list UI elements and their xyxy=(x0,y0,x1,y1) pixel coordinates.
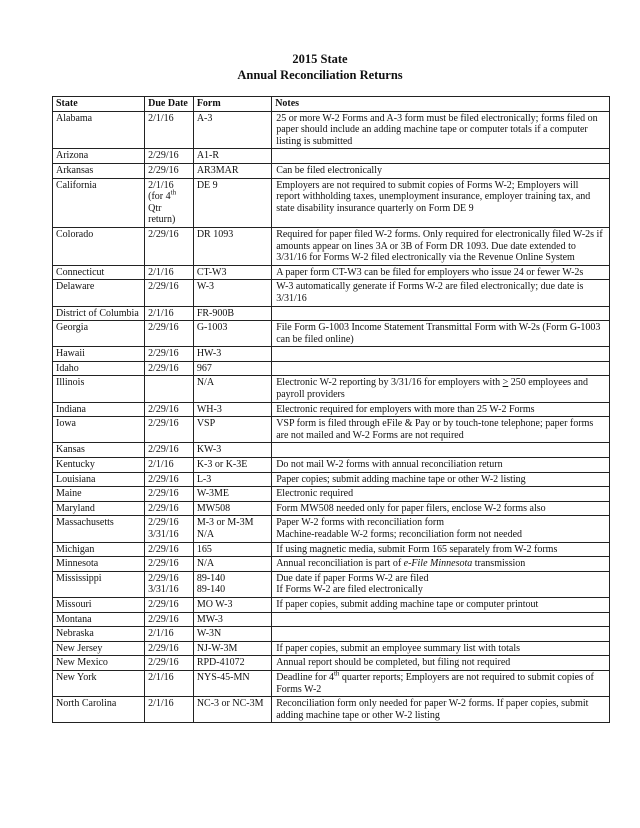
table-row xyxy=(53,178,610,227)
due-date-cell: 2/29/16 xyxy=(145,612,194,627)
due-date-cell: 2/29/16 xyxy=(145,227,194,265)
state-cell: Maryland xyxy=(53,501,145,516)
form-cell: 165 xyxy=(193,542,271,557)
notes-text: transmission xyxy=(472,558,526,570)
state-cell: Massachusetts xyxy=(53,516,145,542)
state-cell: Alabama xyxy=(53,111,145,149)
notes-cell xyxy=(272,627,610,642)
due-date-cell xyxy=(145,178,194,227)
table-row xyxy=(53,487,610,502)
form-cell: FR-900B xyxy=(193,306,271,321)
notes-line: If Forms W-2 are filed electronically xyxy=(276,584,423,596)
state-cell: Arkansas xyxy=(53,163,145,178)
notes-cell xyxy=(272,361,610,376)
form-cell: G-1003 xyxy=(193,321,271,347)
table-row xyxy=(53,612,610,627)
form-cell: AR3MAR xyxy=(193,163,271,178)
form-cell: W-3N xyxy=(193,627,271,642)
notes-cell: Annual report should be completed, but filing not required xyxy=(272,656,610,671)
table-row xyxy=(53,361,610,376)
notes-cell: Electronic required for employers with more than 25 W-2 Forms xyxy=(272,402,610,417)
notes-cell: Electronic required xyxy=(272,487,610,502)
notes-cell: Do not mail W-2 forms with annual reconciliation return xyxy=(272,458,610,473)
form-cell: HW-3 xyxy=(193,347,271,362)
table-row xyxy=(53,227,610,265)
due-date-cell: 2/29/16 xyxy=(145,641,194,656)
due-date-cell: 2/29/16 xyxy=(145,501,194,516)
form-cell: MO W-3 xyxy=(193,597,271,612)
due-date-cell: 2/29/16 xyxy=(145,542,194,557)
state-cell: Kentucky xyxy=(53,458,145,473)
notes-cell: Form MW508 needed only for paper filers, enclose W-2 forms also xyxy=(272,501,610,516)
state-cell: Delaware xyxy=(53,280,145,306)
notes-cell xyxy=(272,443,610,458)
form-cell xyxy=(193,516,271,542)
notes-cell: VSP form is filed through eFile & Pay or by touch-tone telephone; paper forms are not mailed and W-2 Forms are not required xyxy=(272,417,610,443)
state-cell: Kansas xyxy=(53,443,145,458)
notes-text: Annual reconciliation is part of xyxy=(276,558,404,570)
due-date-line: return) xyxy=(148,214,176,226)
due-date-cell: 2/29/16 xyxy=(145,163,194,178)
table-row xyxy=(53,571,610,597)
notes-cell: If paper copies, submit an employee summary list with totals xyxy=(272,641,610,656)
due-date-cell: 2/1/16 xyxy=(145,111,194,149)
due-date-cell xyxy=(145,516,194,542)
state-cell: Connecticut xyxy=(53,265,145,280)
state-cell: Georgia xyxy=(53,321,145,347)
form-cell: NJ-W-3M xyxy=(193,641,271,656)
form-cell: K-3 or K-3E xyxy=(193,458,271,473)
due-date-cell: 2/1/16 xyxy=(145,670,194,696)
state-cell: New Jersey xyxy=(53,641,145,656)
form-cell: MW508 xyxy=(193,501,271,516)
form-cell: CT-W3 xyxy=(193,265,271,280)
notes-cell: Reconciliation form only needed for paper W-2 forms. If paper copies, submit adding machine tape or other W-2 listing xyxy=(272,697,610,723)
table-row xyxy=(53,306,610,321)
greater-or-equal-symbol: > xyxy=(502,377,509,389)
notes-cell xyxy=(272,571,610,597)
state-cell: New York xyxy=(53,670,145,696)
table-row xyxy=(53,656,610,671)
notes-cell xyxy=(272,347,610,362)
document-title: 2015 State xyxy=(292,52,348,66)
efile-minnesota-name: e-File Minnesota xyxy=(403,558,473,570)
due-date-cell: 2/1/16 xyxy=(145,458,194,473)
table-row xyxy=(53,402,610,417)
form-cell: L-3 xyxy=(193,472,271,487)
notes-line: Due date if paper Forms W-2 are filed xyxy=(276,572,429,584)
due-date-cell: 2/29/16 xyxy=(145,347,194,362)
due-date-cell xyxy=(145,376,194,402)
notes-cell: If using magnetic media, submit Form 165 separately from W-2 forms xyxy=(272,542,610,557)
ordinal-suffix: th xyxy=(333,670,340,678)
table-row xyxy=(53,280,610,306)
due-date-cell: 2/29/16 xyxy=(145,402,194,417)
due-date-line: (for 4 xyxy=(148,191,171,203)
form-cell: N/A xyxy=(193,376,271,402)
form-cell: 967 xyxy=(193,361,271,376)
form-cell: KW-3 xyxy=(193,443,271,458)
document-subtitle: Annual Reconciliation Returns xyxy=(237,68,403,82)
column-header-due-date: Due Date xyxy=(145,97,194,112)
table-row xyxy=(53,321,610,347)
table-row xyxy=(53,472,610,487)
due-date-cell: 2/29/16 xyxy=(145,149,194,164)
notes-cell xyxy=(272,557,610,572)
due-date-line: Qtr xyxy=(148,202,162,214)
table-row xyxy=(53,597,610,612)
state-cell: Maine xyxy=(53,487,145,502)
form-cell: W-3 xyxy=(193,280,271,306)
table-row xyxy=(53,627,610,642)
due-date-cell: 2/29/16 xyxy=(145,557,194,572)
state-cell: Arizona xyxy=(53,149,145,164)
due-date-cell: 2/29/16 xyxy=(145,321,194,347)
due-date-line: 2/29/16 xyxy=(148,517,179,529)
reconciliation-table xyxy=(52,96,610,723)
due-date-cell: 2/29/16 xyxy=(145,361,194,376)
notes-cell xyxy=(272,149,610,164)
notes-cell: Can be filed electronically xyxy=(272,163,610,178)
state-cell: New Mexico xyxy=(53,656,145,671)
due-date-cell: 2/29/16 xyxy=(145,472,194,487)
form-cell: MW-3 xyxy=(193,612,271,627)
due-date-cell xyxy=(145,571,194,597)
table-row xyxy=(53,347,610,362)
notes-cell: W-3 automatically generate if Forms W-2 are filed electronically; due date is 3/31/16 xyxy=(272,280,610,306)
notes-cell: 25 or more W-2 Forms and A-3 form must be filed electronically; forms filed on paper should include an adding machine tape or computer totals if a computer listing is submitted xyxy=(272,111,610,149)
form-cell: NYS-45-MN xyxy=(193,670,271,696)
state-cell: North Carolina xyxy=(53,697,145,723)
due-date-cell: 2/29/16 xyxy=(145,417,194,443)
table-row xyxy=(53,265,610,280)
form-cell: WH-3 xyxy=(193,402,271,417)
notes-cell: If paper copies, submit adding machine tape or computer printout xyxy=(272,597,610,612)
notes-text: Deadline for 4 xyxy=(276,671,334,683)
form-cell: N/A xyxy=(193,557,271,572)
state-cell: Hawaii xyxy=(53,347,145,362)
due-date-line: 3/31/16 xyxy=(148,584,179,596)
table-row xyxy=(53,376,610,402)
due-date-cell: 2/29/16 xyxy=(145,280,194,306)
table-row xyxy=(53,670,610,696)
form-cell: DE 9 xyxy=(193,178,271,227)
state-cell: California xyxy=(53,178,145,227)
table-row xyxy=(53,163,610,178)
form-line: N/A xyxy=(196,529,215,540)
form-cell: A1-R xyxy=(193,149,271,164)
due-date-cell: 2/1/16 xyxy=(145,265,194,280)
due-date-line: 2/29/16 xyxy=(148,572,179,584)
notes-line: Paper W-2 forms with reconciliation form xyxy=(276,517,445,529)
state-cell: Idaho xyxy=(53,361,145,376)
notes-cell xyxy=(272,516,610,542)
notes-cell: File Form G-1003 Income Statement Transmittal Form with W-2s (Form G-1003 can be filed online) xyxy=(272,321,610,347)
table-row xyxy=(53,111,610,149)
due-date-cell: 2/1/16 xyxy=(145,306,194,321)
form-cell: A-3 xyxy=(193,111,271,149)
form-cell: DR 1093 xyxy=(193,227,271,265)
state-cell: Montana xyxy=(53,612,145,627)
form-cell: NC-3 or NC-3M xyxy=(193,697,271,723)
table-row xyxy=(53,149,610,164)
column-header-state: State xyxy=(53,97,145,112)
column-header-notes: Notes xyxy=(272,97,610,112)
state-cell: Nebraska xyxy=(53,627,145,642)
table-row xyxy=(53,641,610,656)
form-line: 89-140 xyxy=(196,584,226,596)
notes-cell: Required for paper filed W-2 forms. Only required for electronically filed W-2s if amounts appear on lines 3A or 3B of Form DR 1093. Due date extended to 3/31/16 for Forms W-2 filed electronically via the Revenue Online System xyxy=(272,227,610,265)
due-date-line: 3/31/16 xyxy=(148,529,179,540)
notes-cell xyxy=(272,306,610,321)
notes-text: Electronic W-2 reporting by 3/31/16 for employers with xyxy=(276,377,503,389)
form-cell: RPD-41072 xyxy=(193,656,271,671)
table-row xyxy=(53,501,610,516)
state-cell: Mississippi xyxy=(53,571,145,597)
form-line: 89-140 xyxy=(196,572,226,584)
notes-line: Machine-readable W-2 forms; reconciliation form not needed xyxy=(276,529,523,540)
ordinal-suffix: th xyxy=(170,188,177,197)
state-cell: Colorado xyxy=(53,227,145,265)
state-cell: District of Columbia xyxy=(53,306,145,321)
state-cell: Illinois xyxy=(53,376,145,402)
state-cell: Louisiana xyxy=(53,472,145,487)
column-header-form: Form xyxy=(193,97,271,112)
notes-cell xyxy=(272,612,610,627)
table-row xyxy=(53,443,610,458)
form-cell xyxy=(193,571,271,597)
notes-cell xyxy=(272,376,610,402)
table-header-row xyxy=(53,97,610,112)
due-date-cell: 2/29/16 xyxy=(145,656,194,671)
notes-cell: A paper form CT-W3 can be filed for employers who issue 24 or fewer W-2s xyxy=(272,265,610,280)
notes-text: 250 employees and payroll providers xyxy=(276,377,588,401)
due-date-cell: 2/1/16 xyxy=(145,697,194,723)
notes-cell xyxy=(272,670,610,696)
form-line: M-3 or M-3M xyxy=(196,517,254,529)
table-row xyxy=(53,542,610,557)
state-cell: Indiana xyxy=(53,402,145,417)
notes-cell: Employers are not required to submit copies of Forms W-2; Employers will report withholding taxes, unemployment insurance, employer training tax, and state disability insurance quarterly on Form DE 9 xyxy=(272,178,610,227)
notes-cell: Paper copies; submit adding machine tape or other W-2 listing xyxy=(272,472,610,487)
due-date-cell: 2/29/16 xyxy=(145,597,194,612)
table-row xyxy=(53,697,610,723)
table-row xyxy=(53,417,610,443)
state-cell: Missouri xyxy=(53,597,145,612)
state-cell: Iowa xyxy=(53,417,145,443)
due-date-cell: 2/1/16 xyxy=(145,627,194,642)
table-row xyxy=(53,516,610,542)
state-cell: Minnesota xyxy=(53,557,145,572)
due-date-line: 2/1/16 xyxy=(148,179,174,191)
table-row xyxy=(53,458,610,473)
state-cell: Michigan xyxy=(53,542,145,557)
form-cell: VSP xyxy=(193,417,271,443)
form-cell: W-3ME xyxy=(193,487,271,502)
due-date-cell: 2/29/16 xyxy=(145,443,194,458)
due-date-cell: 2/29/16 xyxy=(145,487,194,502)
table-row xyxy=(53,557,610,572)
notes-text: quarter reports; Employers are not required to submit copies of Forms W-2 xyxy=(276,671,594,695)
